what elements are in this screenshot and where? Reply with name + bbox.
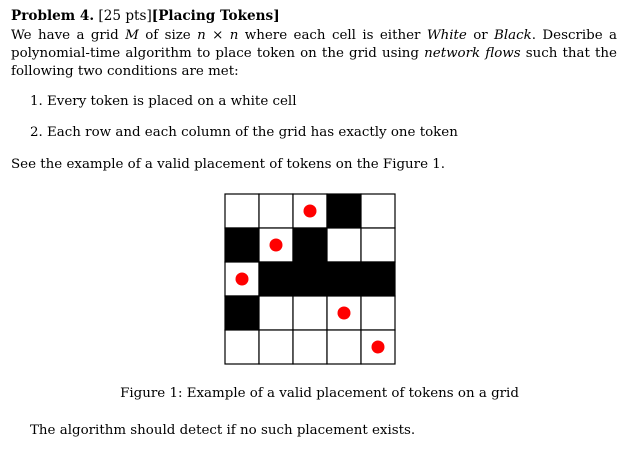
problem-name: [Placing Tokens]: [151, 8, 280, 24]
white-cell: [327, 228, 361, 262]
problem-heading: [11, 8, 280, 24]
black-cell: [225, 228, 259, 262]
black-cell: [259, 262, 293, 296]
white-cell: [259, 296, 293, 330]
token-dot: [270, 239, 283, 252]
token-grid-figure: [224, 193, 398, 371]
token-dot: [236, 273, 249, 286]
white-cell: [327, 330, 361, 364]
description-text: where each cell is either: [238, 28, 427, 43]
black-cell: [293, 228, 327, 262]
black-cell: [327, 194, 361, 228]
condition-item: 2. Each row and each column of the grid has exactly one token: [30, 125, 458, 140]
white-cell: [361, 228, 395, 262]
white-cell: [293, 330, 327, 364]
black-cell: [225, 296, 259, 330]
problem-description: [11, 27, 617, 81]
example-intro: See the example of a valid placement of tokens on the Figure 1.: [11, 157, 446, 172]
description-text: . Describe a polynomial-time algorithm to place token on the grid using: [11, 28, 618, 61]
description-text: such that the following two conditions are met:: [11, 46, 617, 79]
white-cell: [259, 330, 293, 364]
description-text: of size: [138, 28, 198, 43]
term-network-flows: network flows: [424, 46, 521, 61]
black-cell: [361, 262, 395, 296]
token-dot: [338, 307, 351, 320]
token-dot: [304, 205, 317, 218]
white-cell: [361, 194, 395, 228]
token-grid: [224, 193, 398, 367]
black-cell: [327, 262, 361, 296]
black-cell: [293, 262, 327, 296]
term-white: White: [426, 28, 467, 43]
white-cell: [225, 330, 259, 364]
closing-note: The algorithm should detect if no such placement exists.: [30, 423, 416, 438]
white-cell: [293, 296, 327, 330]
term-black: Black: [494, 28, 532, 43]
problem-points: [25 pts]: [98, 8, 152, 24]
grid-size-expression: n × n: [197, 28, 239, 43]
variable-m: M: [125, 28, 139, 43]
description-text: or: [466, 28, 495, 43]
token-dot: [372, 341, 385, 354]
white-cell: [259, 194, 293, 228]
white-cell: [361, 296, 395, 330]
white-cell: [225, 194, 259, 228]
condition-item: 1. Every token is placed on a white cell: [30, 94, 297, 109]
problem-label: Problem 4.: [11, 8, 95, 24]
figure-caption: Figure 1: Example of a valid placement of tokens on a grid: [120, 386, 519, 401]
description-text: We have a grid: [11, 28, 126, 43]
